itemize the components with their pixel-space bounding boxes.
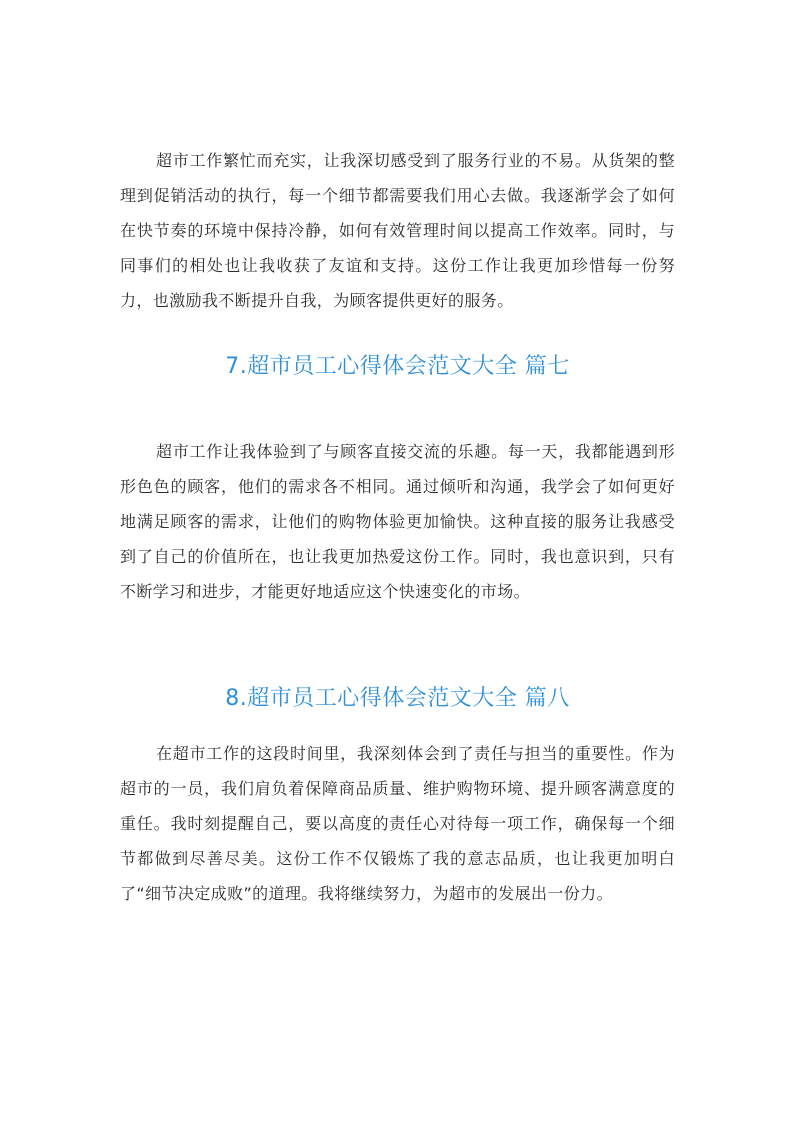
body-paragraph: 在超市工作的这段时间里，我深刻体会到了责任与担当的重要性。作为超市的一员，我们肩负着保障商品质量、维护购物环境、提升顾客满意度的重任。我时刻提醒自己，要以高度的责任心对待每一项工作，确保每一个细节都做到尽善尽美。这份工作不仅锻炼了我的意志品质，也让我更加明白了“细节决定成败”的道理。我将继续努力，为超市的发展出一份力。 — [120, 744, 675, 903]
body-paragraph: 超市工作繁忙而充实，让我深切感受到了服务行业的不易。从货架的整理到促销活动的执行，每一个细节都需要我们用心去做。我逐渐学会了如何在快节奏的环境中保持冷静，如何有效管理时间以提高工作效率。同时，与同事们的相处也让我收获了友谊和支持。这份工作让我更加珍惜每一份努力，也激励我不断提升自我，为顾客提供更好的服务。 — [120, 151, 675, 310]
section-heading: 8.超市员工心得体会范文大全 篇八 — [225, 686, 570, 711]
body-paragraph: 超市工作让我体验到了与顾客直接交流的乐趣。每一天，我都能遇到形形色色的顾客，他们的需求各不相同。通过倾听和沟通，我学会了如何更好地满足顾客的需求，让他们的购物体验更加愉快。这种直接的服务让我感受到了自己的价值所在，也让我更加热爱这份工作。同时，我也意识到，只有不断学习和进步，才能更好地适应这个快速变化的市场。 — [120, 442, 675, 601]
section-heading: 7.超市员工心得体会范文大全 篇七 — [225, 354, 570, 379]
